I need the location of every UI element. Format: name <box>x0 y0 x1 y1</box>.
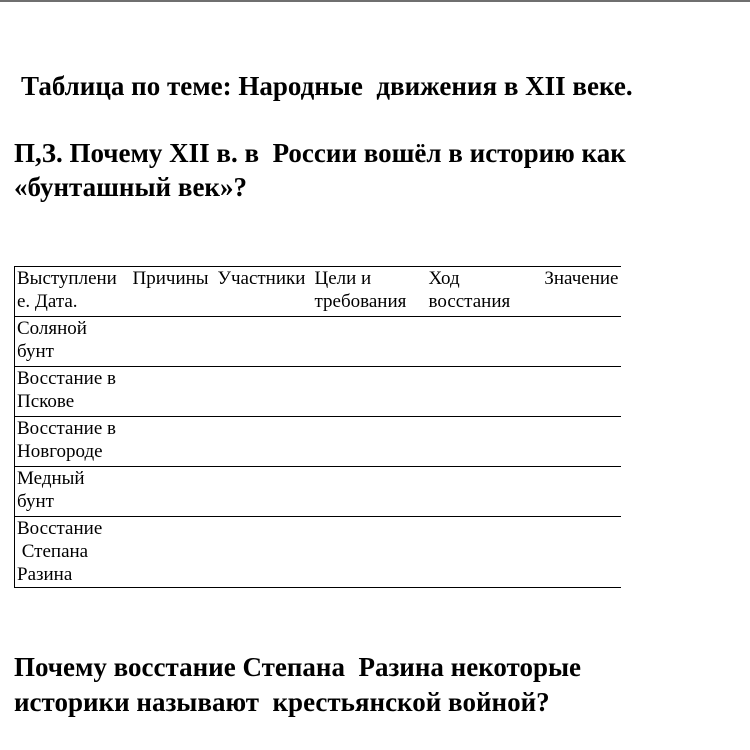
table-row <box>15 367 621 417</box>
table-cell <box>427 417 541 467</box>
table-cell <box>427 517 541 588</box>
header-participants <box>216 267 313 317</box>
row-label-line3: Разина <box>17 564 73 585</box>
table-cell <box>427 367 541 417</box>
header-course-line2: восстания <box>428 291 511 312</box>
table-cell <box>216 317 313 367</box>
row-label-line2: бунт <box>17 341 54 362</box>
row-label-copper-riot <box>15 467 131 517</box>
table-cell <box>427 317 541 367</box>
table-cell <box>216 367 313 417</box>
table-cell <box>541 317 621 367</box>
header-course <box>427 267 541 317</box>
row-label-pskov-uprising <box>15 367 131 417</box>
page-title: Таблица по теме: Народные движения в XII веке. <box>21 71 633 101</box>
table-cell <box>216 517 313 588</box>
question1-line1: П,З. Почему XII в. в России вошёл в историю как <box>14 138 626 168</box>
row-label-line1: Соляной <box>17 318 87 339</box>
header-significance-label: Значение <box>544 268 619 289</box>
table-cell <box>131 317 216 367</box>
table-cell <box>131 517 216 588</box>
table-row <box>15 417 621 467</box>
question-razin-peasant-war <box>14 650 734 720</box>
table-row <box>15 467 621 517</box>
row-label-razin-uprising <box>15 517 131 588</box>
row-label-salt-riot <box>15 317 131 367</box>
table-cell <box>541 367 621 417</box>
table-cell <box>541 417 621 467</box>
header-significance <box>541 267 621 317</box>
movements-table <box>14 266 621 588</box>
table-cell <box>313 367 427 417</box>
table-cell <box>313 417 427 467</box>
table-cell <box>216 417 313 467</box>
header-participants-label: Участники <box>217 268 306 289</box>
header-goals-line1: Цели и <box>314 268 372 289</box>
table-cell <box>131 417 216 467</box>
header-course-line1: Ход <box>428 268 460 289</box>
row-label-line2: Новгороде <box>17 441 103 462</box>
table-header-row <box>15 267 621 317</box>
top-border-line <box>0 0 750 2</box>
header-goals-line2: требования <box>314 291 407 312</box>
table-cell <box>427 467 541 517</box>
row-label-line2: Пскове <box>17 391 75 412</box>
table-cell <box>313 467 427 517</box>
table-cell <box>313 317 427 367</box>
row-label-line1: Медный <box>17 468 85 489</box>
row-label-line1: Восстание <box>17 518 103 539</box>
table-cell <box>131 367 216 417</box>
header-uprising-date-line1: Выступлени <box>17 268 117 289</box>
table-row <box>15 317 621 367</box>
row-label-line2: Степана <box>17 541 89 562</box>
header-uprising-date <box>15 267 131 317</box>
table-cell <box>216 467 313 517</box>
table-cell <box>131 467 216 517</box>
question2-line2: историки называют крестьянской войной? <box>14 687 550 717</box>
table-row <box>15 517 621 588</box>
question-why-rebellious-century <box>14 136 734 204</box>
table-cell <box>313 517 427 588</box>
table-cell <box>541 467 621 517</box>
header-goals <box>313 267 427 317</box>
row-label-novgorod-uprising <box>15 417 131 467</box>
header-uprising-date-line2: е. Дата. <box>17 291 78 312</box>
row-label-line1: Восстание в <box>17 418 116 439</box>
row-label-line1: Восстание в <box>17 368 116 389</box>
table-cell <box>541 517 621 588</box>
question1-line2: «бунташный век»? <box>14 172 247 202</box>
row-label-line2: бунт <box>17 491 54 512</box>
header-causes <box>131 267 216 317</box>
question2-line1: Почему восстание Степана Разина некоторые <box>14 652 582 682</box>
header-causes-label: Причины <box>132 268 209 289</box>
